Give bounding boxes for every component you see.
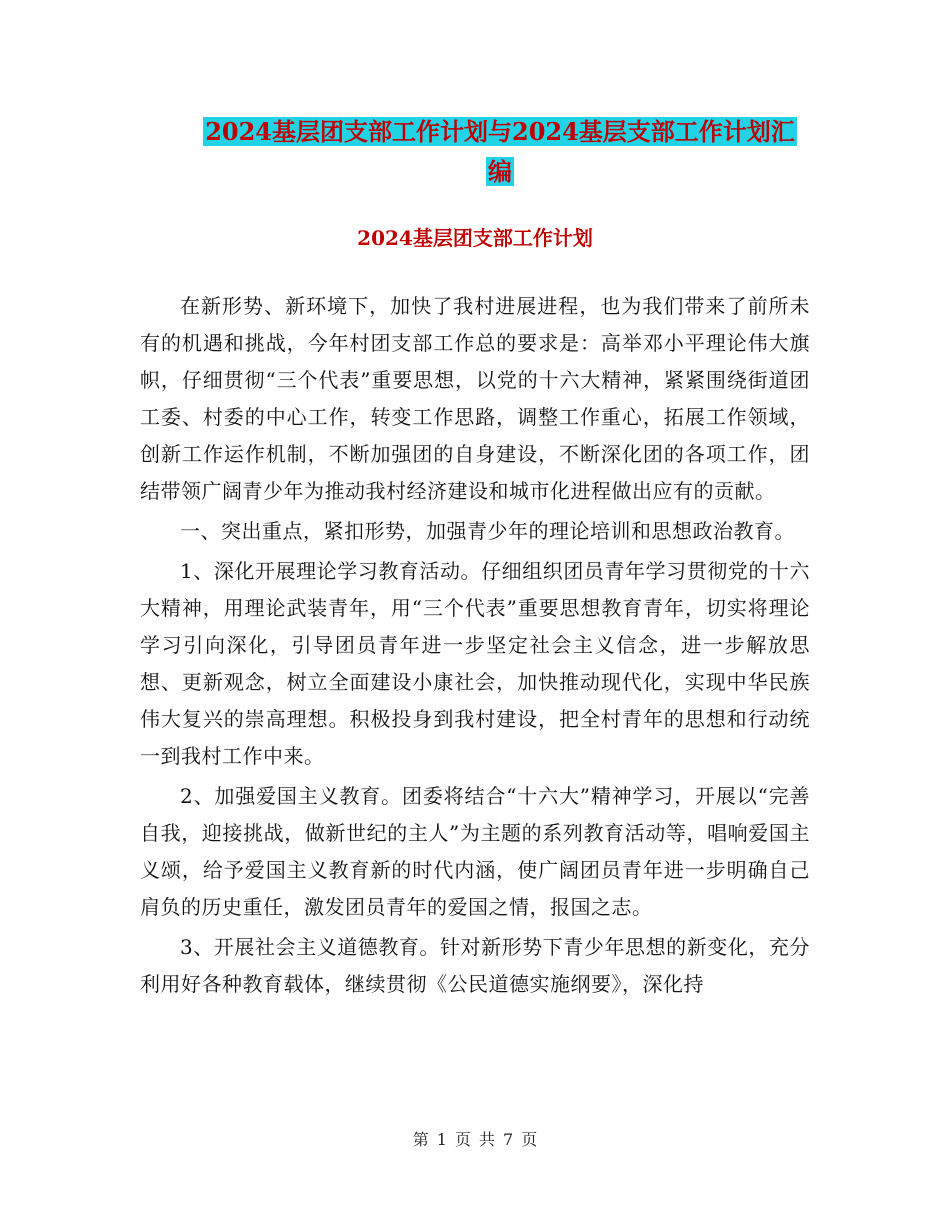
footer-page-number: 1 bbox=[436, 1130, 447, 1149]
paragraph: 一、突出重点，紧扣形势，加强青少年的理论培训和思想政治教育。 bbox=[180, 519, 795, 543]
section-title: 2024基层团支部工作计划 bbox=[357, 226, 593, 250]
main-title-line1: 2024基层团支部工作计划与2024基层支部工作计划汇 bbox=[205, 117, 795, 146]
body-text bbox=[140, 288, 810, 1006]
paragraph: 2、加强爱国主义教育。团委将结合“十六大”精神学习，开展以“完善自我，迎接挑战，做新世纪的主人”为主题的系列教育活动等，唱响爱国主义颂，给予爱国主义教育新的时代内涵，使广阔团员青年进一步明确自己肩负的历史重任，激发团员青年的爱国之情，报国之志。 bbox=[140, 784, 810, 919]
main-title-line2: 编 bbox=[488, 157, 512, 186]
paragraph: 1、深化开展理论学习教育活动。仔细组织团员青年学习贯彻党的十六大精神，用理论武装青年，用“三个代表”重要思想教育青年，切实将理论学习引向深化，引导团员青年进一步坚定社会主义信念，进一步解放思想、更新观念，树立全面建设小康社会，加快推动现代化，实现中华民族伟大复兴的崇高理想。积极投身到我村建设，把全村青年的思想和行动统一到我村工作中来。 bbox=[140, 559, 810, 768]
footer-total-pages: 7 bbox=[503, 1130, 514, 1149]
footer-prefix: 第 bbox=[412, 1130, 429, 1149]
main-title bbox=[150, 112, 850, 192]
footer-total-prefix: 共 bbox=[479, 1130, 496, 1149]
footer-mid: 页 bbox=[454, 1130, 471, 1149]
paragraph: 3、开展社会主义道德教育。针对新形势下青少年思想的新变化，充分利用好各种教育载体，继续贯彻《公民道德实施纲要》，深化持 bbox=[140, 935, 810, 996]
paragraph: 在新形势、新环境下，加快了我村进展进程，也为我们带来了前所未有的机遇和挑战，今年村团支部工作总的要求是：高举邓小平理论伟大旗帜，仔细贯彻“三个代表”重要思想，以党的十六大精神，紧紧围绕街道团工委、村委的中心工作，转变工作思路，调整工作重心，拓展工作领域，创新工作运作机制，不断加强团的自身建设，不断深化团的各项工作，团结带领广阔青少年为推动我村经济建设和城市化进程做出应有的贡献。 bbox=[140, 294, 810, 503]
page-footer bbox=[0, 1127, 950, 1150]
footer-suffix: 页 bbox=[521, 1130, 538, 1149]
